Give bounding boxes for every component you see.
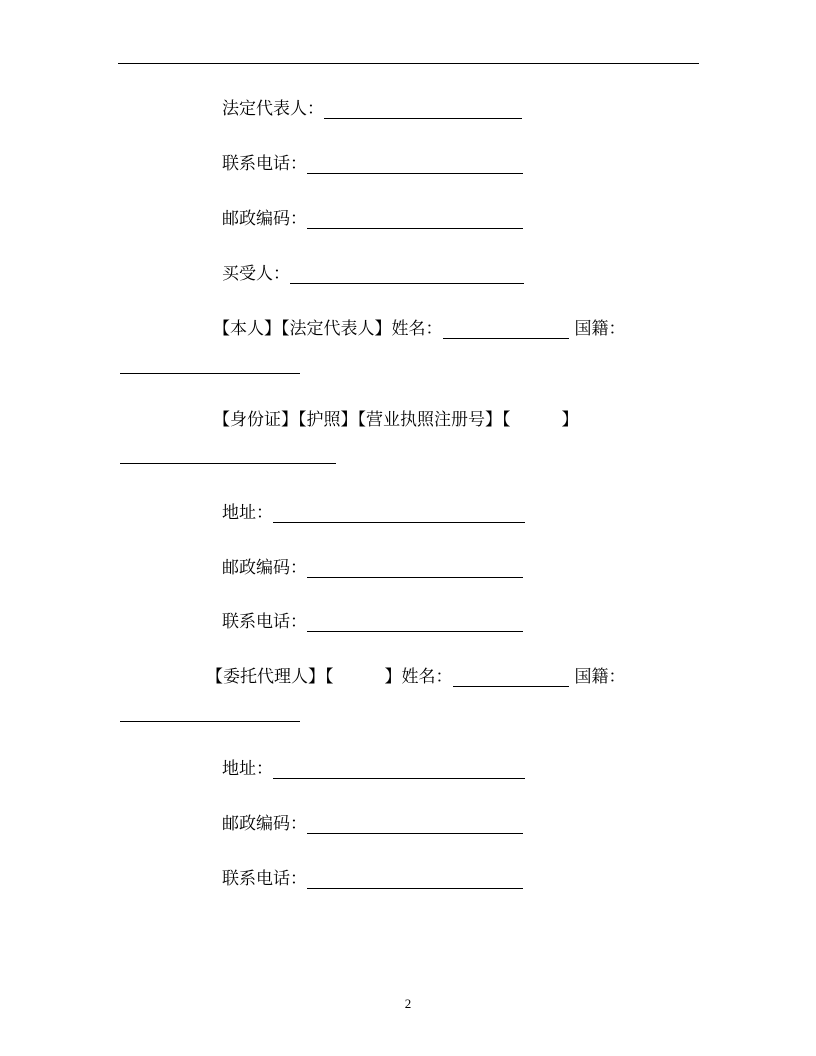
legal-rep-blank[interactable] [324, 100, 522, 119]
id-number-blank[interactable] [120, 463, 336, 464]
id-type-options: 【身份证】【护照】【营业执照注册号】【 】 [213, 410, 579, 430]
phone-blank-3[interactable] [307, 870, 523, 889]
postcode-blank-1[interactable] [307, 210, 523, 229]
legal-rep-label: 法定代表人： [222, 99, 324, 119]
nationality-label-2: 国籍： [574, 667, 626, 687]
address-blank-1[interactable] [273, 504, 525, 523]
agent-options: 【委托代理人】【 】姓名： [206, 667, 453, 687]
id-type-row [213, 410, 579, 430]
phone-row-3 [222, 869, 523, 889]
phone-label-1: 联系电话： [222, 154, 307, 174]
address-row-2 [222, 759, 525, 779]
buyer-name-blank[interactable] [443, 320, 569, 339]
buyer-row [222, 264, 524, 284]
nationality-blank-2[interactable] [120, 721, 300, 722]
buyer-identity-options: 【本人】【法定代表人】姓名： [213, 319, 443, 339]
nationality-label-1: 国籍： [574, 319, 626, 339]
address-row-1 [222, 503, 525, 523]
nationality-blank-1[interactable] [120, 373, 300, 374]
agent-name-blank[interactable] [453, 668, 569, 687]
phone-label-2: 联系电话： [222, 612, 307, 632]
phone-blank-1[interactable] [307, 155, 523, 174]
postcode-blank-3[interactable] [307, 815, 523, 834]
page-number: 2 [404, 996, 412, 1011]
postcode-row-1 [222, 209, 523, 229]
phone-blank-2[interactable] [307, 613, 523, 632]
postcode-label-3: 邮政编码： [222, 814, 307, 834]
address-label-1: 地址： [222, 503, 273, 523]
postcode-row-3 [222, 814, 523, 834]
postcode-label-2: 邮政编码： [222, 558, 307, 578]
address-blank-2[interactable] [273, 760, 525, 779]
buyer-identity-row [213, 319, 626, 339]
buyer-label: 买受人： [222, 264, 290, 284]
postcode-label-1: 邮政编码： [222, 209, 307, 229]
buyer-blank[interactable] [290, 265, 524, 284]
legal-rep-row [222, 99, 522, 119]
phone-row-2 [222, 612, 523, 632]
postcode-blank-2[interactable] [307, 559, 523, 578]
phone-row-1 [222, 154, 523, 174]
postcode-row-2 [222, 558, 523, 578]
agent-row [206, 667, 626, 687]
address-label-2: 地址： [222, 759, 273, 779]
header-rule [118, 63, 699, 64]
phone-label-3: 联系电话： [222, 869, 307, 889]
